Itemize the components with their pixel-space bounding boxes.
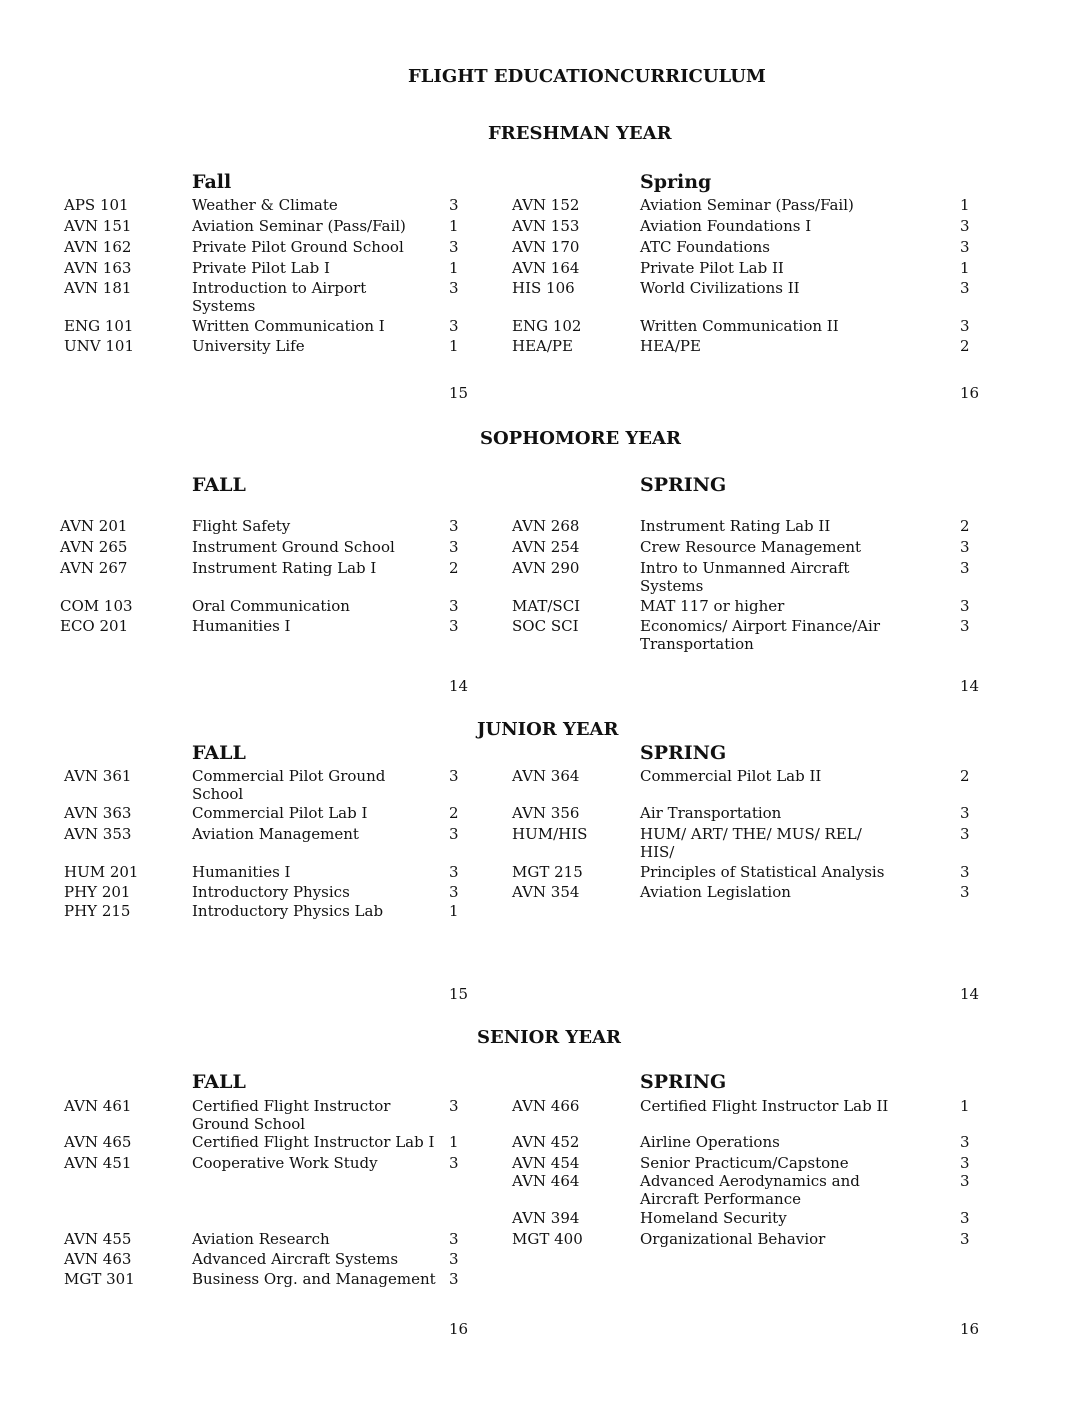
course-credits: 3 [960, 1172, 970, 1190]
course-code: AVN 152 [512, 196, 580, 214]
course-code: AVN 353 [64, 825, 132, 843]
course-title: Oral Communication [192, 597, 350, 615]
course-title: Humanities I [192, 863, 291, 881]
course-credits: 3 [449, 517, 459, 535]
course-title: Instrument Rating Lab II [640, 517, 831, 535]
course-title: World Civilizations II [640, 279, 800, 297]
course-title: MAT 117 or higher [640, 597, 785, 615]
course-code: AVN 267 [60, 559, 128, 577]
course-credits: 3 [449, 883, 459, 901]
course-title: Private Pilot Ground School [192, 238, 404, 256]
course-credits: 2 [960, 767, 970, 785]
course-title-line2: HIS/ [640, 843, 675, 861]
spring-semester-label: SPRING [640, 742, 727, 764]
course-code: AVN 452 [512, 1133, 580, 1151]
course-code: AVN 151 [64, 217, 132, 235]
course-credits: 3 [449, 238, 459, 256]
course-code: MGT 301 [64, 1270, 135, 1288]
course-code: AVN 466 [512, 1097, 580, 1115]
course-title: Introductory Physics [192, 883, 350, 901]
course-code: SOC SCI [512, 617, 579, 635]
year-heading: JUNIOR YEAR [477, 719, 619, 740]
course-code: AVN 454 [512, 1154, 580, 1172]
year-heading: FRESHMAN YEAR [488, 123, 672, 144]
spring-credit-total: 14 [960, 985, 980, 1003]
course-code: APS 101 [64, 196, 129, 214]
course-credits: 3 [449, 597, 459, 615]
course-code: AVN 364 [512, 767, 580, 785]
course-title-line2: Ground School [192, 1115, 306, 1133]
course-credits: 3 [960, 863, 970, 881]
fall-semester-label: Fall [192, 171, 232, 193]
course-code: MGT 215 [512, 863, 583, 881]
course-title-line2: Transportation [640, 635, 754, 653]
course-title: Written Communication II [640, 317, 839, 335]
course-credits: 3 [449, 317, 459, 335]
course-title: Commercial Pilot Lab I [192, 804, 368, 822]
course-credits: 3 [960, 279, 970, 297]
course-credits: 2 [449, 559, 459, 577]
course-credits: 3 [449, 196, 459, 214]
course-code: PHY 201 [64, 883, 131, 901]
course-title: Aviation Foundations I [640, 217, 812, 235]
course-code: HUM/HIS [512, 825, 588, 843]
course-credits: 3 [960, 559, 970, 577]
course-title: Crew Resource Management [640, 538, 862, 556]
fall-semester-label: FALL [192, 1071, 246, 1093]
course-credits: 1 [449, 1133, 459, 1151]
course-title: ATC Foundations [640, 238, 770, 256]
course-code: MAT/SCI [512, 597, 581, 615]
course-title: HEA/PE [640, 337, 701, 355]
course-code: UNV 101 [64, 337, 134, 355]
course-title: Instrument Rating Lab I [192, 559, 377, 577]
course-code: AVN 363 [64, 804, 132, 822]
course-title: Aviation Seminar (Pass/Fail) [192, 217, 406, 235]
spring-semester-label: SPRING [640, 1071, 727, 1093]
course-title: Private Pilot Lab II [640, 259, 784, 277]
course-title: Cooperative Work Study [192, 1154, 378, 1172]
course-credits: 1 [960, 196, 970, 214]
course-title: Economics/ Airport Finance/Air [640, 617, 881, 635]
course-credits: 3 [960, 1230, 970, 1248]
spring-credit-total: 14 [960, 677, 980, 695]
course-title: Business Org. and Management [192, 1270, 436, 1288]
course-code: HEA/PE [512, 337, 573, 355]
spring-credit-total: 16 [960, 1320, 980, 1338]
course-code: ENG 102 [512, 317, 582, 335]
course-credits: 3 [449, 767, 459, 785]
course-code: HUM 201 [64, 863, 139, 881]
course-title: Intro to Unmanned Aircraft [640, 559, 850, 577]
spring-credit-total: 16 [960, 384, 980, 402]
course-credits: 3 [960, 597, 970, 615]
fall-credit-total: 16 [449, 1320, 469, 1338]
course-code: AVN 354 [512, 883, 580, 901]
course-title: Private Pilot Lab I [192, 259, 330, 277]
course-title: Advanced Aerodynamics and [640, 1172, 860, 1190]
course-code: MGT 400 [512, 1230, 583, 1248]
course-code: AVN 361 [64, 767, 132, 785]
course-code: AVN 464 [512, 1172, 580, 1190]
course-credits: 1 [449, 902, 459, 920]
course-credits: 3 [960, 1154, 970, 1172]
course-credits: 3 [449, 617, 459, 635]
course-credits: 3 [960, 804, 970, 822]
course-code: AVN 290 [512, 559, 580, 577]
course-code: AVN 163 [64, 259, 132, 277]
course-title: Commercial Pilot Lab II [640, 767, 822, 785]
course-title-line2: Aircraft Performance [640, 1190, 801, 1208]
course-title: University Life [192, 337, 305, 355]
course-credits: 3 [960, 317, 970, 335]
course-title: Aviation Legislation [640, 883, 791, 901]
course-credits: 1 [449, 217, 459, 235]
course-credits: 3 [449, 1270, 459, 1288]
course-credits: 3 [449, 1097, 459, 1115]
course-credits: 3 [449, 279, 459, 297]
course-title-line2: Systems [640, 577, 704, 595]
course-code: HIS 106 [512, 279, 575, 297]
course-code: PHY 215 [64, 902, 131, 920]
fall-credit-total: 15 [449, 985, 469, 1003]
fall-credit-total: 14 [449, 677, 469, 695]
course-code: AVN 265 [60, 538, 128, 556]
course-title: Principles of Statistical Analysis [640, 863, 885, 881]
course-title: Aviation Management [192, 825, 359, 843]
fall-semester-label: FALL [192, 474, 246, 496]
course-credits: 3 [449, 825, 459, 843]
course-title: Certified Flight Instructor Lab I [192, 1133, 435, 1151]
course-title: Senior Practicum/Capstone [640, 1154, 849, 1172]
course-code: COM 103 [60, 597, 133, 615]
course-title: HUM/ ART/ THE/ MUS/ REL/ [640, 825, 862, 843]
course-credits: 1 [960, 1097, 970, 1115]
year-heading: SENIOR YEAR [477, 1027, 621, 1048]
course-code: AVN 170 [512, 238, 580, 256]
spring-semester-label: Spring [640, 171, 712, 193]
course-code: AVN 164 [512, 259, 580, 277]
course-code: AVN 451 [64, 1154, 132, 1172]
course-title: Introduction to Airport [192, 279, 367, 297]
course-credits: 3 [960, 883, 970, 901]
course-title: Flight Safety [192, 517, 291, 535]
course-credits: 1 [960, 259, 970, 277]
spring-semester-label: SPRING [640, 474, 727, 496]
course-credits: 3 [960, 617, 970, 635]
course-code: AVN 162 [64, 238, 132, 256]
course-credits: 1 [449, 337, 459, 355]
course-title: Air Transportation [640, 804, 782, 822]
course-code: AVN 201 [60, 517, 128, 535]
course-code: AVN 463 [64, 1250, 132, 1268]
course-credits: 2 [960, 337, 970, 355]
course-credits: 3 [960, 538, 970, 556]
course-credits: 3 [960, 238, 970, 256]
course-code: AVN 465 [64, 1133, 132, 1151]
course-title: Certified Flight Instructor Lab II [640, 1097, 889, 1115]
course-credits: 3 [960, 825, 970, 843]
course-credits: 2 [449, 804, 459, 822]
course-title: Certified Flight Instructor [192, 1097, 391, 1115]
course-credits: 3 [960, 1133, 970, 1151]
course-title: Commercial Pilot Ground [192, 767, 386, 785]
course-title: Aviation Seminar (Pass/Fail) [640, 196, 854, 214]
course-credits: 3 [449, 538, 459, 556]
course-title: Weather & Climate [192, 196, 338, 214]
course-code: AVN 356 [512, 804, 580, 822]
course-credits: 2 [960, 517, 970, 535]
course-title: Advanced Aircraft Systems [192, 1250, 399, 1268]
course-code: AVN 268 [512, 517, 580, 535]
course-code: AVN 455 [64, 1230, 132, 1248]
course-title-line2: Systems [192, 297, 256, 315]
year-heading: SOPHOMORE YEAR [480, 428, 681, 449]
course-code: AVN 153 [512, 217, 580, 235]
course-credits: 3 [960, 1209, 970, 1227]
fall-credit-total: 15 [449, 384, 469, 402]
fall-semester-label: FALL [192, 742, 246, 764]
course-code: AVN 461 [64, 1097, 132, 1115]
course-credits: 3 [960, 217, 970, 235]
course-credits: 3 [449, 1250, 459, 1268]
course-code: AVN 254 [512, 538, 580, 556]
course-credits: 3 [449, 863, 459, 881]
page-title: FLIGHT EDUCATIONCURRICULUM [408, 66, 766, 87]
course-code: AVN 181 [64, 279, 132, 297]
course-title: Instrument Ground School [192, 538, 395, 556]
course-title: Homeland Security [640, 1209, 787, 1227]
course-title: Introductory Physics Lab [192, 902, 384, 920]
course-title: Humanities I [192, 617, 291, 635]
course-code: AVN 394 [512, 1209, 580, 1227]
course-title-line2: School [192, 785, 244, 803]
course-title: Organizational Behavior [640, 1230, 826, 1248]
course-credits: 1 [449, 259, 459, 277]
course-code: ECO 201 [60, 617, 129, 635]
course-title: Aviation Research [192, 1230, 330, 1248]
course-code: ENG 101 [64, 317, 134, 335]
course-credits: 3 [449, 1230, 459, 1248]
course-title: Written Communication I [192, 317, 385, 335]
course-credits: 3 [449, 1154, 459, 1172]
course-title: Airline Operations [640, 1133, 780, 1151]
